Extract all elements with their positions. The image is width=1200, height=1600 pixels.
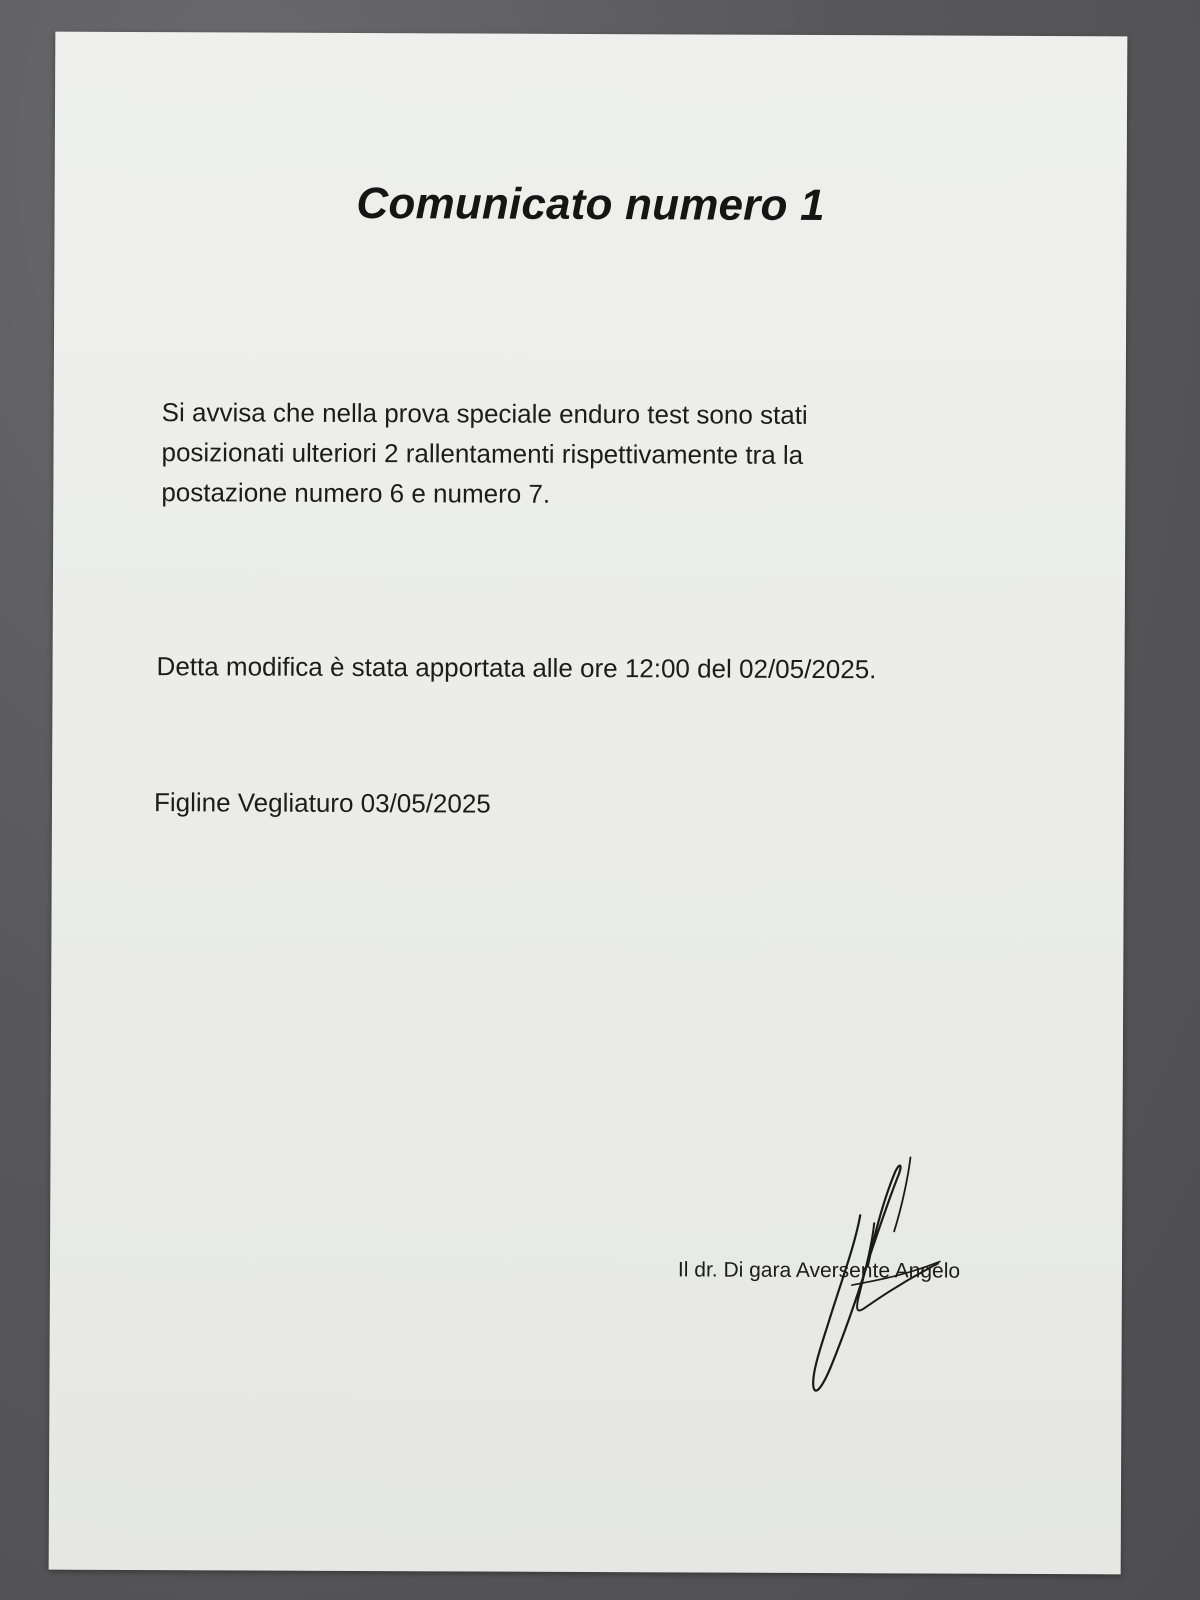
place-date: Figline Vegliaturo 03/05/2025 bbox=[153, 787, 491, 819]
handwritten-signature bbox=[739, 1135, 960, 1406]
notice-line: Si avvisa che nella prova speciale enduro test sono stati bbox=[161, 397, 808, 430]
notice-paragraph bbox=[161, 392, 1022, 516]
notice-line: posizionati ulteriori 2 rallentamenti rispettivamente tra la bbox=[161, 437, 804, 470]
document-title: Comunicato numero 1 bbox=[356, 178, 825, 231]
notice-line: postazione numero 6 e numero 7. bbox=[161, 477, 551, 509]
signer-name: Il dr. Di gara Aversente Angelo bbox=[677, 1258, 961, 1283]
change-statement: Detta modifica è stata apportata alle ore 12:00 del 02/05/2025. bbox=[156, 651, 877, 685]
paper-sheet bbox=[49, 32, 1128, 1575]
